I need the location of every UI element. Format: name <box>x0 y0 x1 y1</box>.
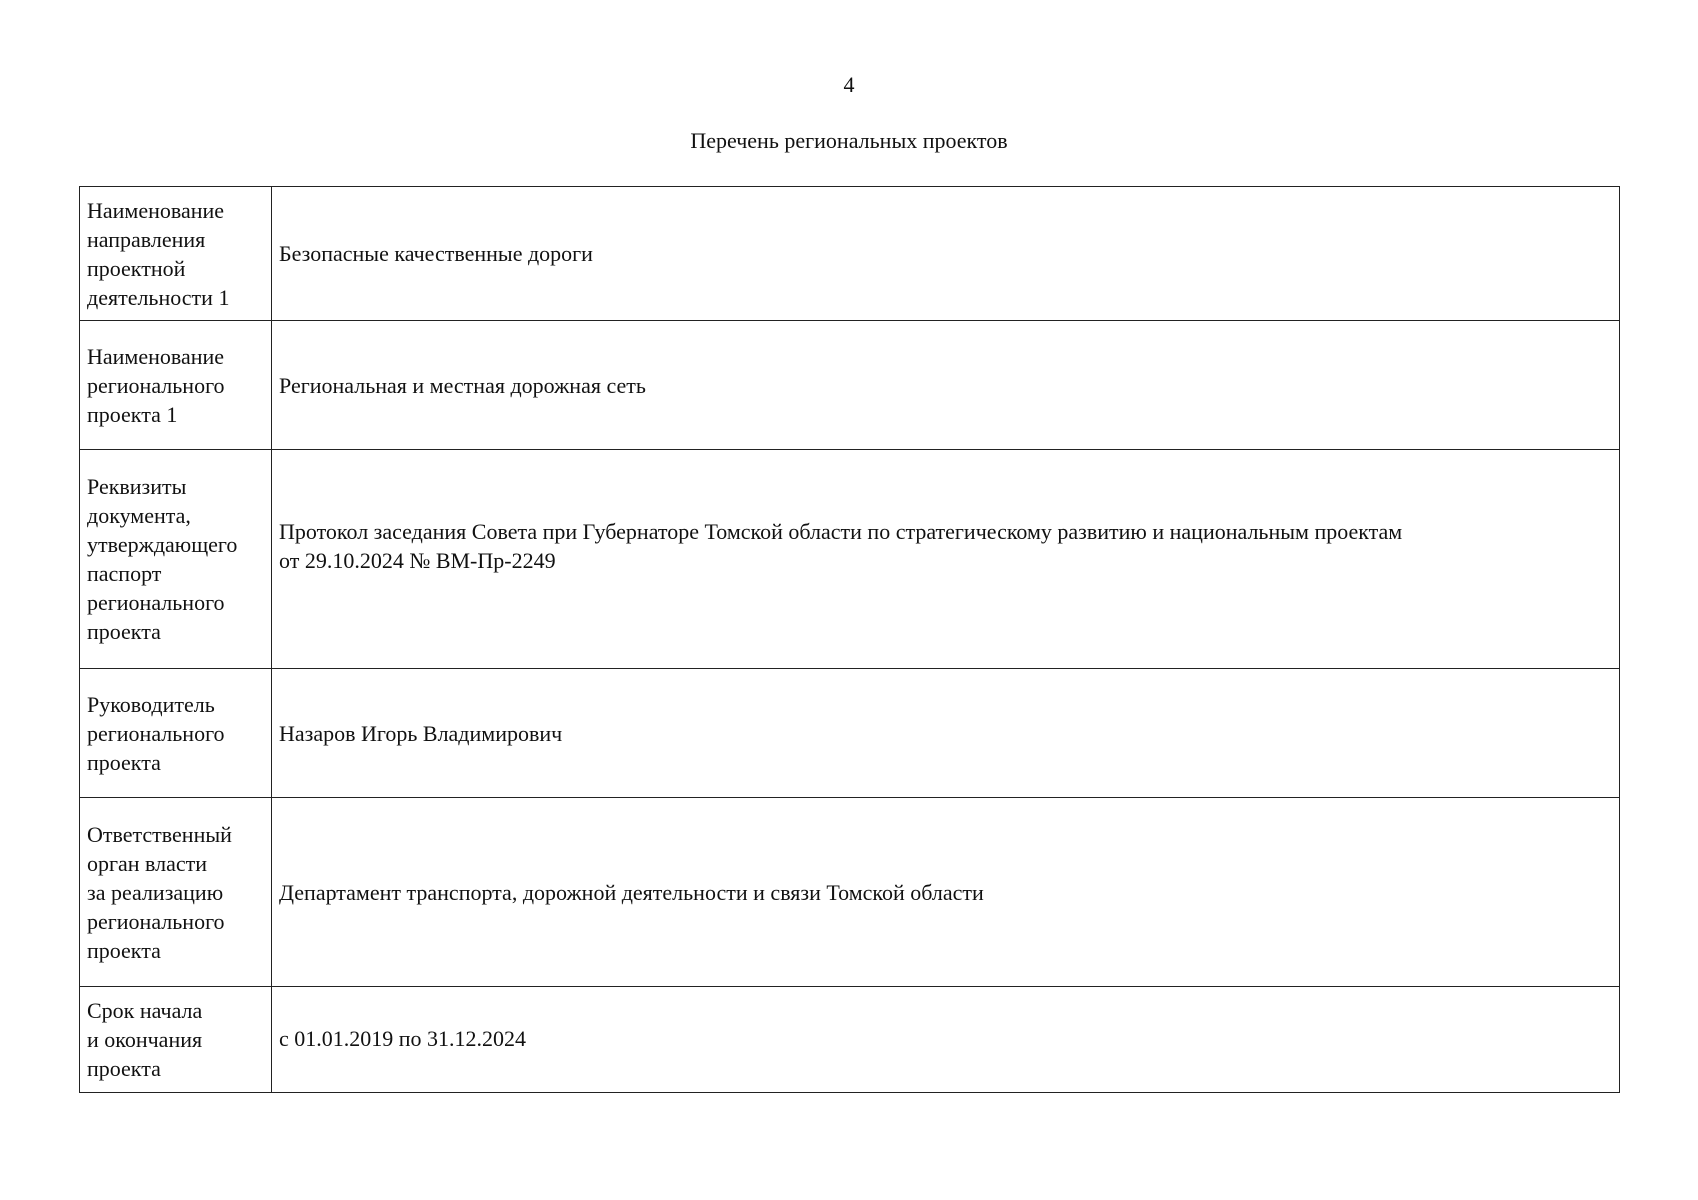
direction-label: Наименование направления проектной деятельности 1 <box>80 187 272 321</box>
table-row-document-details <box>80 450 1620 669</box>
table-row-project-name <box>80 321 1620 450</box>
document-title: Перечень региональных проектов <box>690 128 1008 153</box>
project-leader-value: Назаров Игорь Владимирович <box>272 669 1620 798</box>
project-period-value: с 01.01.2019 по 31.12.2024 <box>279 1026 527 1051</box>
responsible-authority-value: Департамент транспорта, дорожной деятельности и связи Томской области <box>272 798 1620 987</box>
table-row-responsible-authority <box>80 798 1620 987</box>
table-row-project-leader <box>80 669 1620 798</box>
table-row-project-period <box>80 987 1620 1093</box>
project-name-value: Региональная и местная дорожная сеть <box>272 321 1620 450</box>
page-number: 4 <box>843 72 855 97</box>
project-name-label: Наименование регионального проекта 1 <box>80 321 272 450</box>
regional-projects-table <box>79 186 1620 1093</box>
document-details-label: Реквизиты документа, утверждающего паспорт регионального проекта <box>80 450 272 669</box>
document-details-cell <box>272 450 1620 669</box>
project-period-cell <box>272 987 1620 1093</box>
responsible-authority-label: Ответственный орган власти за реализацию регионального проекта <box>80 798 272 987</box>
document-details-value: Протокол заседания Совета при Губернаторе Томской области по стратегическому развитию и национальным проектам от 29.10.2024 № ВМ-Пр-2249 <box>279 519 1403 573</box>
project-period-label: Срок начала и окончания проекта <box>80 987 272 1093</box>
project-leader-label: Руководитель регионального проекта <box>80 669 272 798</box>
table-row-direction <box>80 187 1620 321</box>
direction-value: Безопасные качественные дороги <box>272 187 1620 321</box>
